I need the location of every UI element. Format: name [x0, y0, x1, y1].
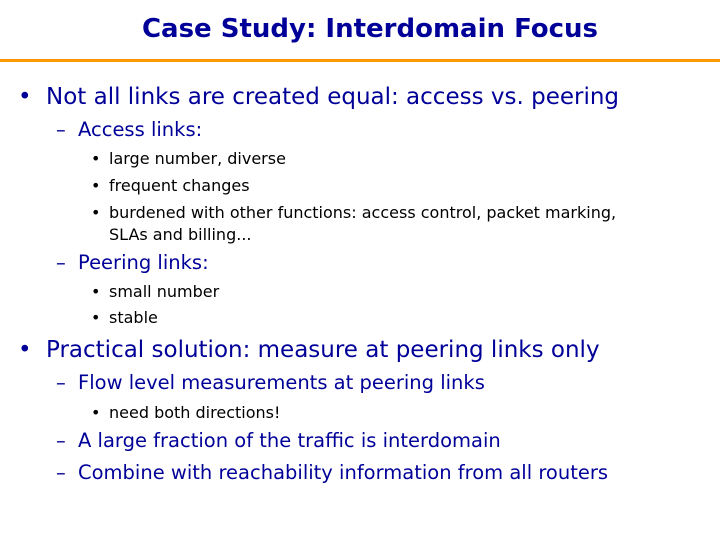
bullet-marker: •: [91, 282, 101, 301]
item-frequent-changes: frequent changes: [109, 176, 250, 195]
slide-title: Case Study: Interdomain Focus: [141, 14, 599, 44]
bullet-practical-solution: Practical solution: measure at peering links only: [46, 337, 600, 363]
dash-marker: –: [56, 118, 66, 141]
dash-marker: –: [56, 461, 66, 484]
item-small-number: small number: [109, 282, 220, 301]
bullet-not-all-links: Not all links are created equal: access vs. peering: [46, 84, 620, 110]
subbullet-peering-links: Peering links:: [78, 251, 209, 274]
bullet-marker: •: [18, 84, 32, 110]
item-burdened-line1: burdened with other functions: access control, packet marking,: [109, 203, 617, 222]
bullet-marker: •: [91, 149, 101, 168]
item-stable: stable: [109, 308, 158, 327]
dash-marker: –: [56, 251, 66, 274]
bullet-marker: •: [91, 176, 101, 195]
subbullet-access-links: Access links:: [78, 118, 203, 141]
dash-marker: –: [56, 429, 66, 452]
subbullet-large-fraction: A large fraction of the traffic is interdomain: [78, 429, 501, 452]
bullet-marker: •: [18, 337, 32, 363]
bullet-marker: •: [91, 308, 101, 327]
subbullet-combine-reachability: Combine with reachability information from all routers: [78, 461, 609, 484]
item-burdened-line2: SLAs and billing...: [109, 225, 252, 244]
title-underline: [0, 59, 720, 62]
item-need-both-directions: need both directions!: [109, 403, 281, 422]
subbullet-flow-level: Flow level measurements at peering links: [78, 371, 485, 394]
item-large-number-diverse: large number, diverse: [109, 149, 286, 168]
bullet-marker: •: [91, 203, 101, 222]
dash-marker: –: [56, 371, 66, 394]
bullet-marker: •: [91, 403, 101, 422]
